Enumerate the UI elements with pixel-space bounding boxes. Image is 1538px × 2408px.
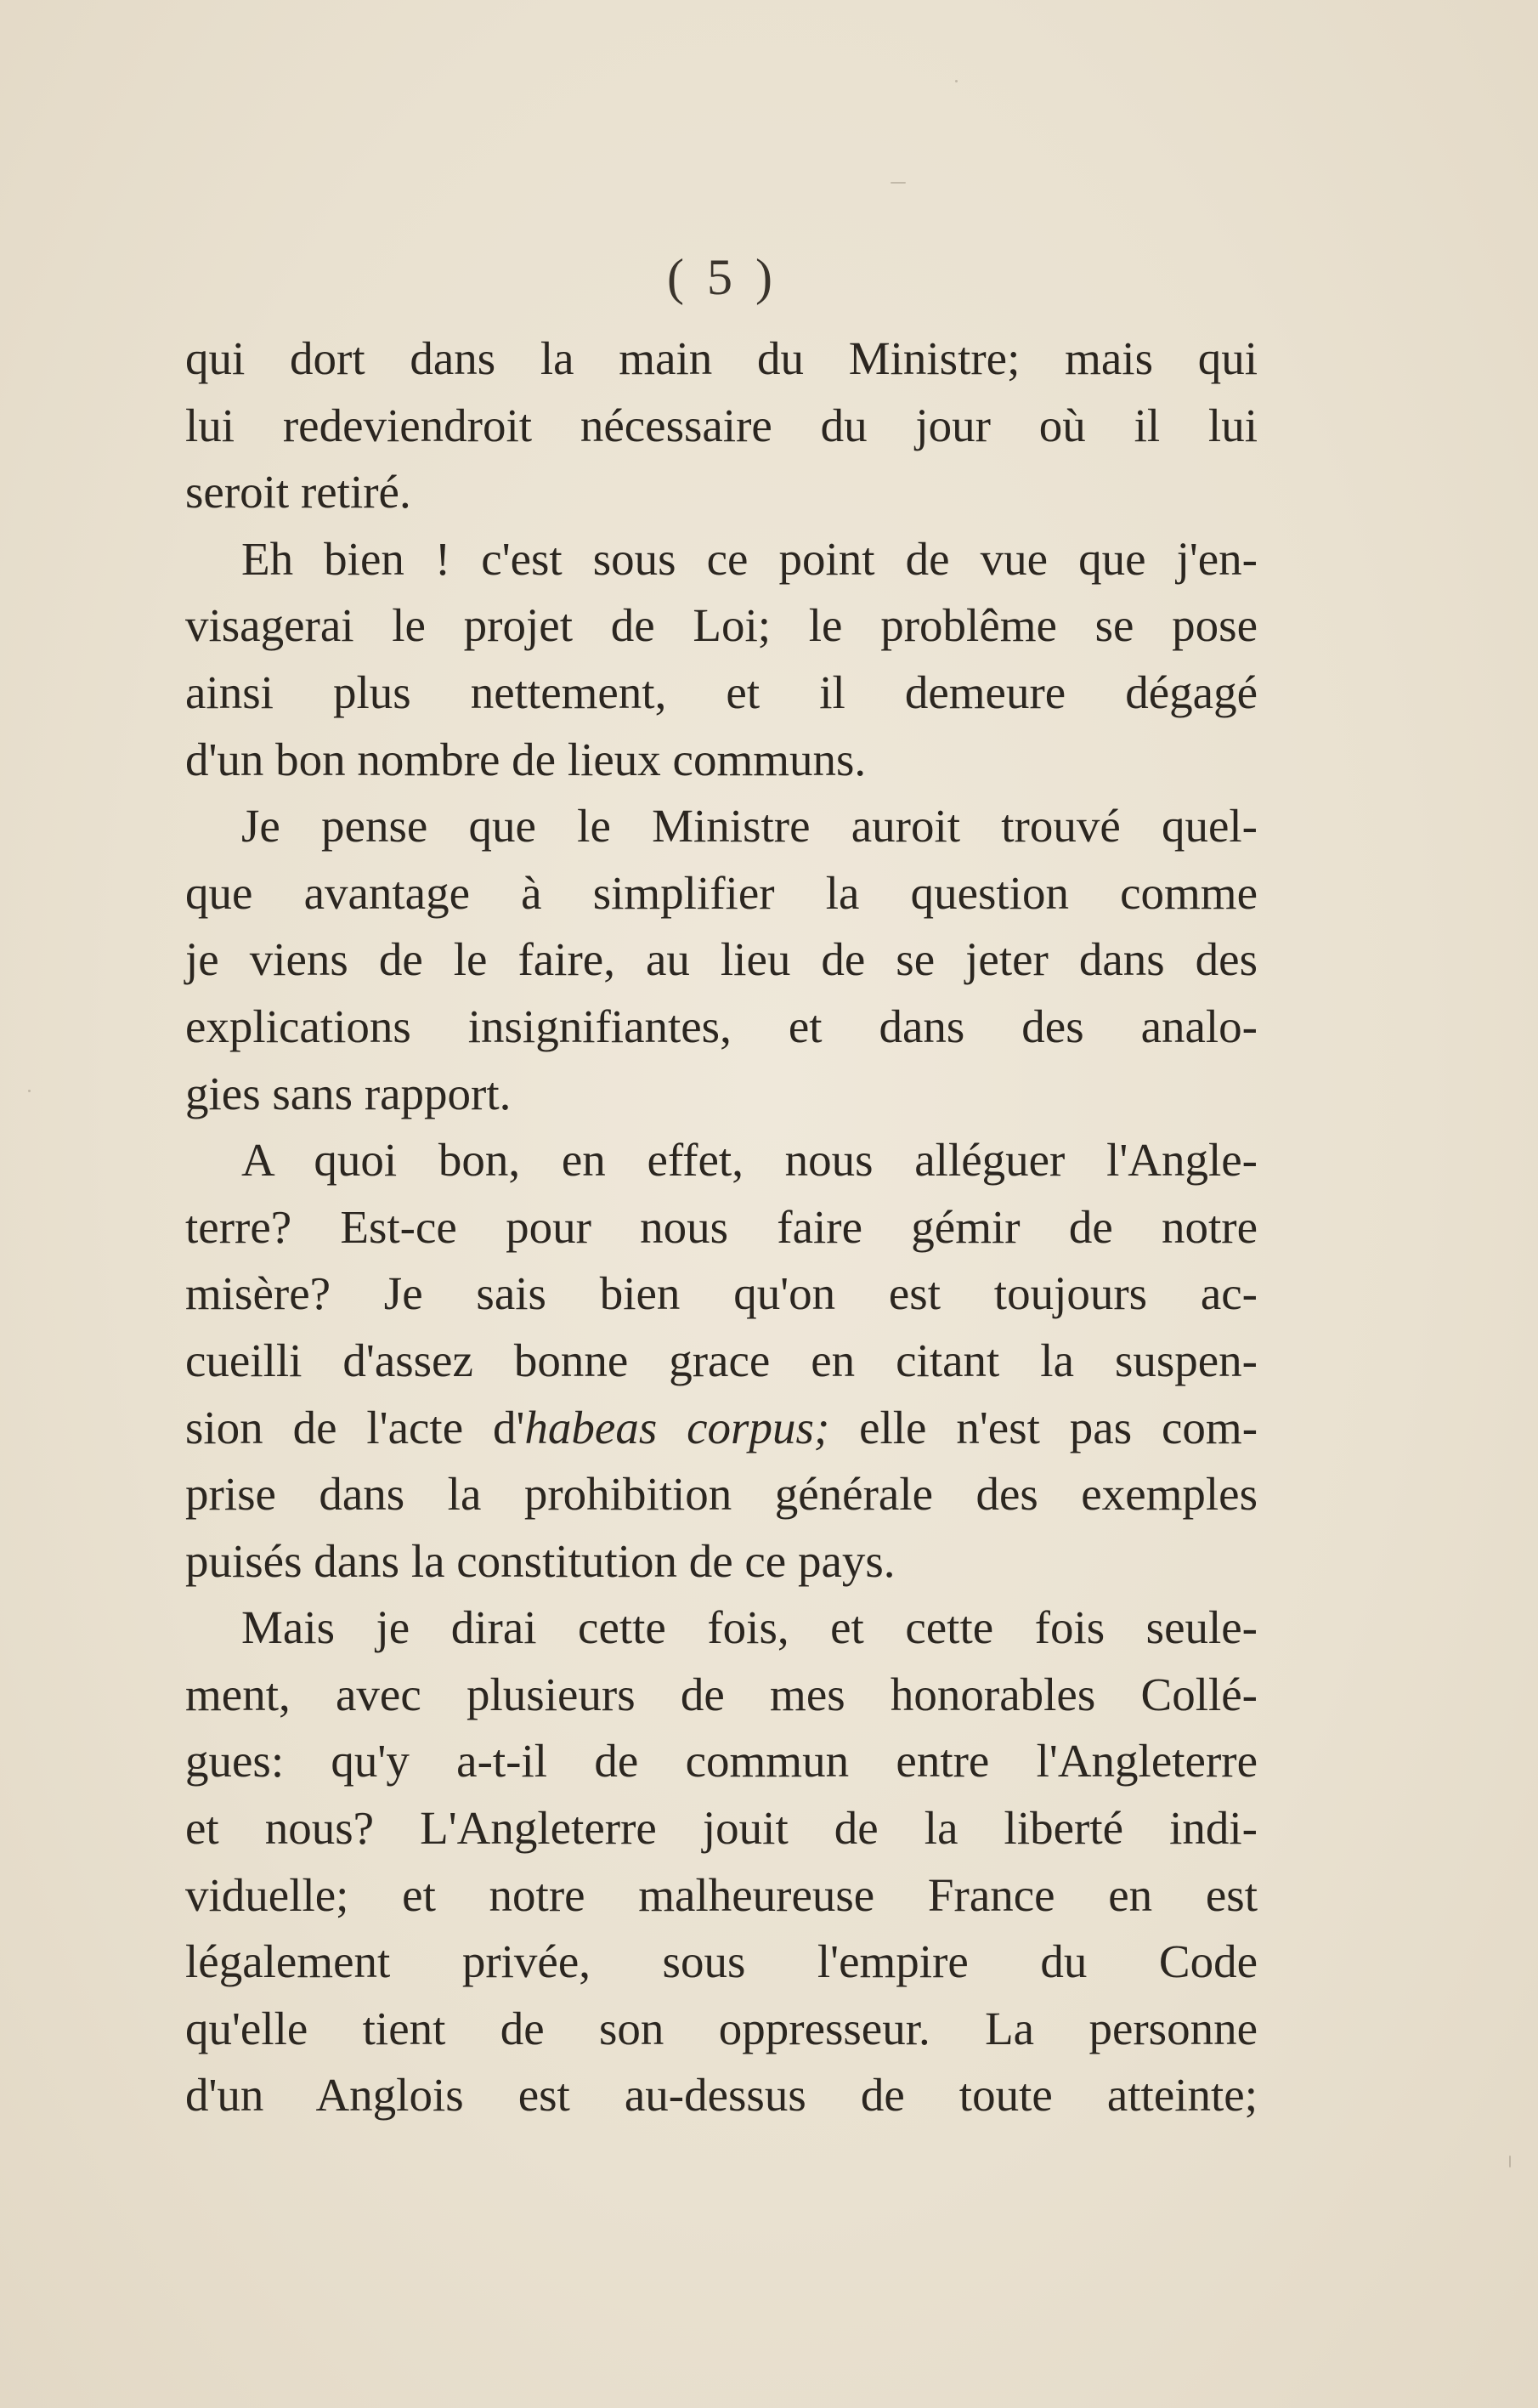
text-line-18: prise dans la prohibition générale des exemples — [185, 1468, 1258, 1521]
text-line-27: d'un Anglois est au-dessus de toute atteinte; — [185, 2069, 1258, 2122]
text-line-11: explications insignifiantes, et dans des analo- — [185, 1000, 1258, 1052]
text-line-9: que avantage à simplifier la question comme — [185, 866, 1258, 919]
text-line-10: je viens de le faire, au lieu de se jeter dans des — [185, 933, 1258, 986]
text-line-20: Mais je dirai cette fois, et cette fois seule- — [241, 1601, 1258, 1654]
text-line-3: seroit retiré. — [185, 466, 411, 518]
text-line-24: viduelle; et notre malheureuse France en est — [185, 1868, 1258, 1921]
text-line-4: Eh bien ! c'est sous ce point de vue que j'en- — [241, 532, 1258, 585]
text-line-23: et nous? L'Angleterre jouit de la liberté indi- — [185, 1802, 1258, 1855]
text-line-17-start: sion de l'acte d' — [185, 1401, 525, 1453]
body-text — [185, 326, 1258, 2129]
text-line-2: lui redeviendroit nécessaire du jour où il lui — [185, 399, 1258, 451]
italic-term-habeas-corpus: habeas corpus; — [524, 1401, 830, 1453]
paper-mark — [1509, 2156, 1511, 2167]
text-line-14: terre? Est-ce pour nous faire gémir de notre — [185, 1200, 1258, 1253]
text-line-6: ainsi plus nettement, et il demeure dégagé — [185, 666, 1258, 718]
text-line-15: misère? Je sais bien qu'on est toujours ac- — [185, 1267, 1258, 1320]
text-line-12: gies sans rapport. — [185, 1067, 512, 1119]
text-line-19: puisés dans la constitution de ce pays. — [185, 1534, 896, 1587]
paper-speck — [28, 1090, 31, 1092]
paper-speck — [955, 80, 958, 82]
text-line-13: A quoi bon, en effet, nous alléguer l'Angle- — [241, 1134, 1258, 1187]
text-line-26: qu'elle tient de son oppresseur. La personne — [185, 2002, 1258, 2054]
text-line-7: d'un bon nombre de lieux communs. — [185, 733, 867, 785]
text-line-22: gues: qu'y a-t-il de commun entre l'Angleterre — [185, 1735, 1258, 1788]
text-line-25: légalement privée, sous l'empire du Code — [185, 1935, 1258, 1988]
paper-mark — [891, 182, 906, 184]
text-line-17-end: elle n'est pas com- — [829, 1401, 1258, 1453]
text-line-17 — [185, 1395, 1258, 1462]
text-line-16: cueilli d'assez bonne grace en citant la suspen- — [185, 1334, 1258, 1386]
text-line-21: ment, avec plusieurs de mes honorables Collé- — [185, 1668, 1258, 1720]
page-number: ( 5 ) — [667, 249, 777, 305]
text-line-8: Je pense que le Ministre auroit trouvé quel- — [241, 800, 1258, 853]
text-line-1: qui dort dans la main du Ministre; mais qui — [185, 332, 1258, 384]
text-line-5: visagerai le projet de Loi; le problême se pose — [185, 599, 1258, 652]
